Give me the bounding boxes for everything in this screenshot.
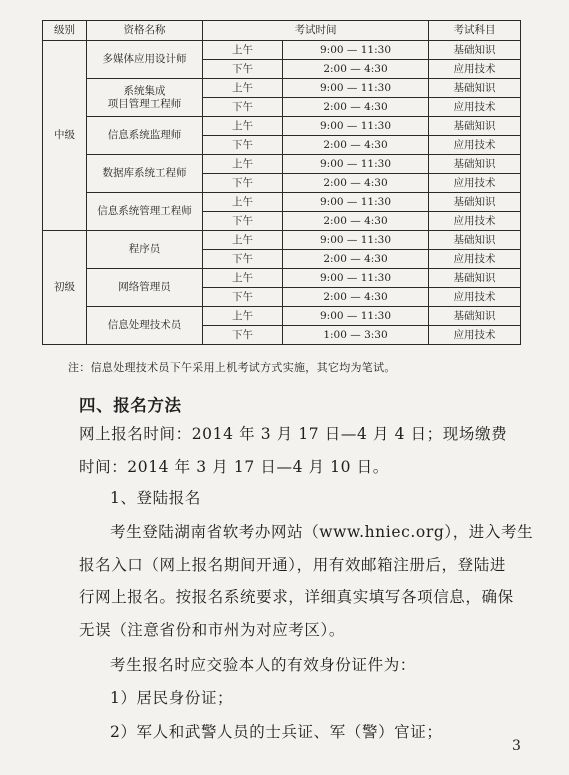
session-period-cell: 上午 <box>203 79 283 98</box>
list-item: 2）军人和武警人员的士兵证、军（警）官证； <box>110 723 443 741</box>
section-heading: 四、报名方法 <box>79 396 182 415</box>
session-time-cell: 2:00 — 4:30 <box>283 288 429 307</box>
session-time-cell: 2:00 — 4:30 <box>283 250 429 269</box>
session-time-cell: 2:00 — 4:30 <box>283 136 429 155</box>
paragraph-line: 考生登陆湖南省软考办网站（www.hniec.org），进入考生 <box>110 523 534 541</box>
table-row <box>43 269 521 288</box>
session-period-cell: 下午 <box>203 212 283 231</box>
qualification-name-line: 信息处理技术员 <box>107 319 182 332</box>
session-time-cell: 2:00 — 4:30 <box>283 174 429 193</box>
paragraph-line: 行网上报名。按报名系统要求，详细真实填写各项信息，确保 <box>79 588 514 606</box>
session-period-cell: 下午 <box>203 60 283 79</box>
session-period-cell: 上午 <box>203 41 283 60</box>
subject-cell: 应用技术 <box>429 136 521 155</box>
qualification-name-cell <box>87 231 203 269</box>
session-period-cell: 下午 <box>203 288 283 307</box>
table-row <box>43 307 521 326</box>
session-period-cell: 下午 <box>203 136 283 155</box>
session-time-cell: 2:00 — 4:30 <box>283 60 429 79</box>
subject-cell: 基础知识 <box>429 231 521 250</box>
table-row <box>43 155 521 174</box>
header-subject: 考试科目 <box>429 21 521 41</box>
paragraph-line: 时间：2014 年 3 月 17 日—4 月 10 日。 <box>79 458 389 476</box>
table-row <box>43 41 521 60</box>
qualification-name-cell <box>87 41 203 79</box>
table-row <box>43 117 521 136</box>
session-time-cell: 9:00 — 11:30 <box>283 231 429 250</box>
subject-cell: 基础知识 <box>429 307 521 326</box>
table-row <box>43 79 521 98</box>
subject-cell: 基础知识 <box>429 41 521 60</box>
qualification-name-cell <box>87 307 203 345</box>
qualification-name-line: 项目管理工程师 <box>107 97 182 110</box>
session-period-cell: 下午 <box>203 250 283 269</box>
level-cell: 中级 <box>43 41 87 231</box>
session-period-cell: 下午 <box>203 174 283 193</box>
session-period-cell: 上午 <box>203 269 283 288</box>
session-period-cell: 下午 <box>203 98 283 117</box>
page-number: 3 <box>512 738 521 754</box>
session-time-cell: 9:00 — 11:30 <box>283 269 429 288</box>
header-exam-time: 考试时间 <box>203 21 429 41</box>
paragraph-line: 考生报名时应交验本人的有效身份证件为： <box>110 656 416 674</box>
session-time-cell: 9:00 — 11:30 <box>283 307 429 326</box>
qualification-name-line: 数据库系统工程师 <box>102 167 187 180</box>
subject-cell: 应用技术 <box>429 174 521 193</box>
table-row <box>43 193 521 212</box>
session-time-cell: 9:00 — 11:30 <box>283 193 429 212</box>
session-time-cell: 1:00 — 3:30 <box>283 326 429 345</box>
subject-cell: 应用技术 <box>429 212 521 231</box>
subheading: 1、登陆报名 <box>110 489 201 507</box>
session-period-cell: 上午 <box>203 117 283 136</box>
session-period-cell: 上午 <box>203 231 283 250</box>
session-period-cell: 上午 <box>203 155 283 174</box>
subject-cell: 基础知识 <box>429 193 521 212</box>
level-cell: 初级 <box>43 231 87 345</box>
table-note: 注：信息处理技术员下午采用上机考试方式实施，其它均为笔试。 <box>68 361 396 374</box>
paragraph-line: 网上报名时间：2014 年 3 月 17 日—4 月 4 日；现场缴费 <box>79 425 508 443</box>
session-time-cell: 9:00 — 11:30 <box>283 155 429 174</box>
subject-cell: 基础知识 <box>429 117 521 136</box>
session-time-cell: 9:00 — 11:30 <box>283 41 429 60</box>
qualification-name-line: 网络管理员 <box>118 281 171 294</box>
subject-cell: 基础知识 <box>429 269 521 288</box>
session-period-cell: 上午 <box>203 307 283 326</box>
qualification-name-cell <box>87 269 203 307</box>
qualification-name-line: 信息系统管理工程师 <box>97 205 192 218</box>
session-time-cell: 2:00 — 4:30 <box>283 98 429 117</box>
session-time-cell: 2:00 — 4:30 <box>283 212 429 231</box>
session-period-cell: 下午 <box>203 326 283 345</box>
subject-cell: 应用技术 <box>429 326 521 345</box>
subject-cell: 应用技术 <box>429 98 521 117</box>
paragraph-line: 无误（注意省份和市州为对应考区）。 <box>79 621 345 639</box>
table-header-row <box>43 21 521 41</box>
subject-cell: 应用技术 <box>429 60 521 79</box>
paragraph-line: 报名入口（网上报名期间开通），用有效邮箱注册后，登陆进 <box>79 556 506 574</box>
qualification-name-cell <box>87 193 203 231</box>
header-level: 级别 <box>43 21 87 41</box>
qualification-name-line: 信息系统监理师 <box>107 129 182 142</box>
session-period-cell: 上午 <box>203 193 283 212</box>
session-time-cell: 9:00 — 11:30 <box>283 117 429 136</box>
subject-cell: 应用技术 <box>429 288 521 307</box>
qualification-name-line: 多媒体应用设计师 <box>102 53 187 66</box>
list-item: 1）居民身份证； <box>110 689 234 707</box>
session-time-cell: 9:00 — 11:30 <box>283 79 429 98</box>
qualification-name-cell <box>87 79 203 117</box>
header-qualification: 资格名称 <box>87 21 203 41</box>
table-row <box>43 231 521 250</box>
qualification-name-cell <box>87 155 203 193</box>
qualification-name-cell <box>87 117 203 155</box>
qualification-name-line: 系统集成 <box>123 84 166 97</box>
subject-cell: 基础知识 <box>429 155 521 174</box>
qualification-name-line: 程序员 <box>128 243 161 256</box>
subject-cell: 应用技术 <box>429 250 521 269</box>
subject-cell: 基础知识 <box>429 79 521 98</box>
exam-schedule-table <box>42 20 521 345</box>
